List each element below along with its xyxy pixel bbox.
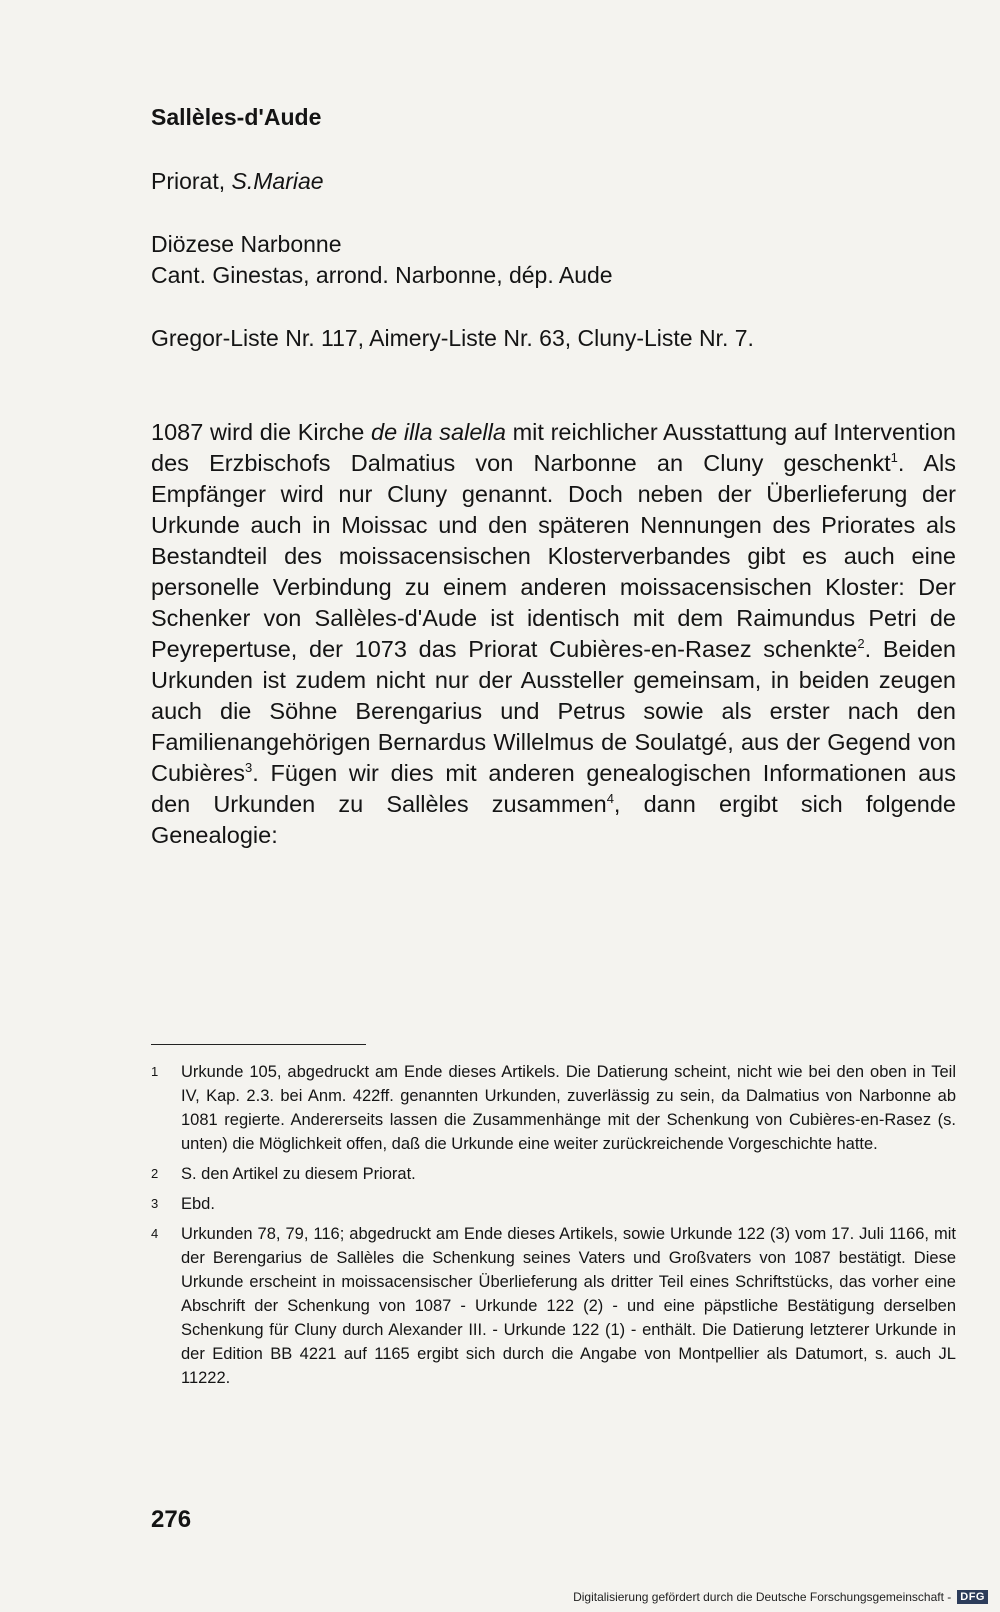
location-block — [151, 229, 956, 291]
footnote-number: 1 — [151, 1064, 159, 1079]
footnote-number: 4 — [151, 1226, 159, 1241]
body-text-italic: de illa salella — [371, 419, 506, 445]
body-text-a: 1087 wird die Kirche — [151, 419, 372, 445]
footnote-ref-3[interactable]: 3 — [245, 760, 253, 775]
canton-line: Cant. Ginestas, arrond. Narbonne, dép. Aude — [151, 262, 613, 288]
page-number: 276 — [151, 1506, 192, 1533]
dfg-logo-icon: DFG — [957, 1590, 988, 1604]
footnote-text: Ebd. — [181, 1195, 215, 1213]
digitization-footer — [573, 1590, 988, 1604]
footnote-ref-4[interactable]: 4 — [606, 791, 614, 806]
footnote-item — [151, 1060, 956, 1156]
footnote-text: Urkunde 105, abgedruckt am Ende dieses Artikels. Die Datierung scheint, nicht wie bei den oben in Teil IV, Kap. 2.3. bei Anm. 422ff. genannten Urkunden, zuverlässig zu sein, da Dalmatius von Narbonne ab 1081 regierte. Andererseits lassen die Zusammenhänge mit der Schenkung von Cubières-en-Rasez (s. unten) die Möglichkeit offen, daß die Urkunde eine weiter zurückreichende Vorgeschichte hatte. — [181, 1063, 956, 1153]
lists-text: Gregor-Liste Nr. 117, Aimery-Liste Nr. 63, Cluny-Liste Nr. 7. — [151, 325, 754, 351]
lists-line — [151, 323, 956, 354]
footnotes — [151, 1060, 956, 1396]
footnote-item — [151, 1192, 956, 1216]
footnote-divider — [151, 1044, 366, 1045]
footnote-item — [151, 1222, 956, 1390]
footnote-text: Urkunden 78, 79, 116; abgedruckt am Ende dieses Artikels, sowie Urkunde 122 (3) vom 17. Juli 1166, mit der Berengarius de Sallèles die Schenkung seines Vaters und Großvaters von 1087 bestätigt. Diese Urkunde erscheint in moissacensischer Überlieferung als dritter Teil eines Schriftstücks, das vorher eine Abschrift der Schenkung von 1087 - Urkunde 122 (2) - und eine päpstliche Bestätigung derselben Schenkung für Cluny durch Alexander III. - Urkunde 122 (1) - enthält. Die Datierung letzterer Urkunde in der Edition BB 4221 auf 1165 ergibt sich durch die Angabe von Montpellier als Datumort, s. auch JL 11222. — [181, 1225, 956, 1387]
footnote-ref-1[interactable]: 1 — [890, 450, 898, 465]
footnote-number: 3 — [151, 1196, 159, 1211]
priorat-name: S.Mariae — [231, 168, 324, 194]
body-text-c: . Als Empfänger wird nur Cluny genannt. Doch neben der Überlieferung der Urkunde auch in Moissac und den späteren Nennungen des Priorates als Bestandteil des moissacensischen Klosterverbandes gibt es auch eine personelle Verbindung zu einem anderen moissacensischen Kloster: Der Schenker von Sallèles-d'Aude ist identisch mit dem Raimundus Petri de Peyrepertuse, der 1073 das Priorat Cubières-en-Rasez schenkte — [151, 450, 956, 662]
footnote-item — [151, 1162, 956, 1186]
body-text-e: . Fügen wir dies mit anderen genealogischen Informationen aus den Urkunden zu Sallèles zusammen — [151, 760, 956, 817]
footnote-text: S. den Artikel zu diesem Priorat. — [181, 1165, 416, 1183]
priorat-line — [151, 166, 956, 197]
priorat-prefix: Priorat, — [151, 168, 226, 194]
article-title: Sallèles-d'Aude — [151, 104, 322, 130]
body-text-d: . Beiden Urkunden ist zudem nicht nur der Aussteller gemeinsam, in beiden zeugen auch die Söhne Berengarius und Petrus sowie als erster nach den Familienangehörigen Bernardus Willelmus de Soulatgé, aus der Gegend von Cubières — [151, 636, 956, 786]
footnote-number: 2 — [151, 1166, 159, 1181]
body-text-f: , dann ergibt sich folgende Genealogie: — [151, 791, 957, 848]
body-paragraph — [151, 417, 956, 851]
body-text-b: mit reichlicher Ausstattung auf Intervention des Erzbischofs Dalmatius von Narbonne an Cluny geschenkt — [151, 419, 956, 476]
footnote-ref-2[interactable]: 2 — [857, 636, 865, 651]
dioezese-line: Diözese Narbonne — [151, 231, 342, 257]
footer-text: Digitalisierung gefördert durch die Deutsche Forschungsgemeinschaft - — [573, 1590, 952, 1604]
